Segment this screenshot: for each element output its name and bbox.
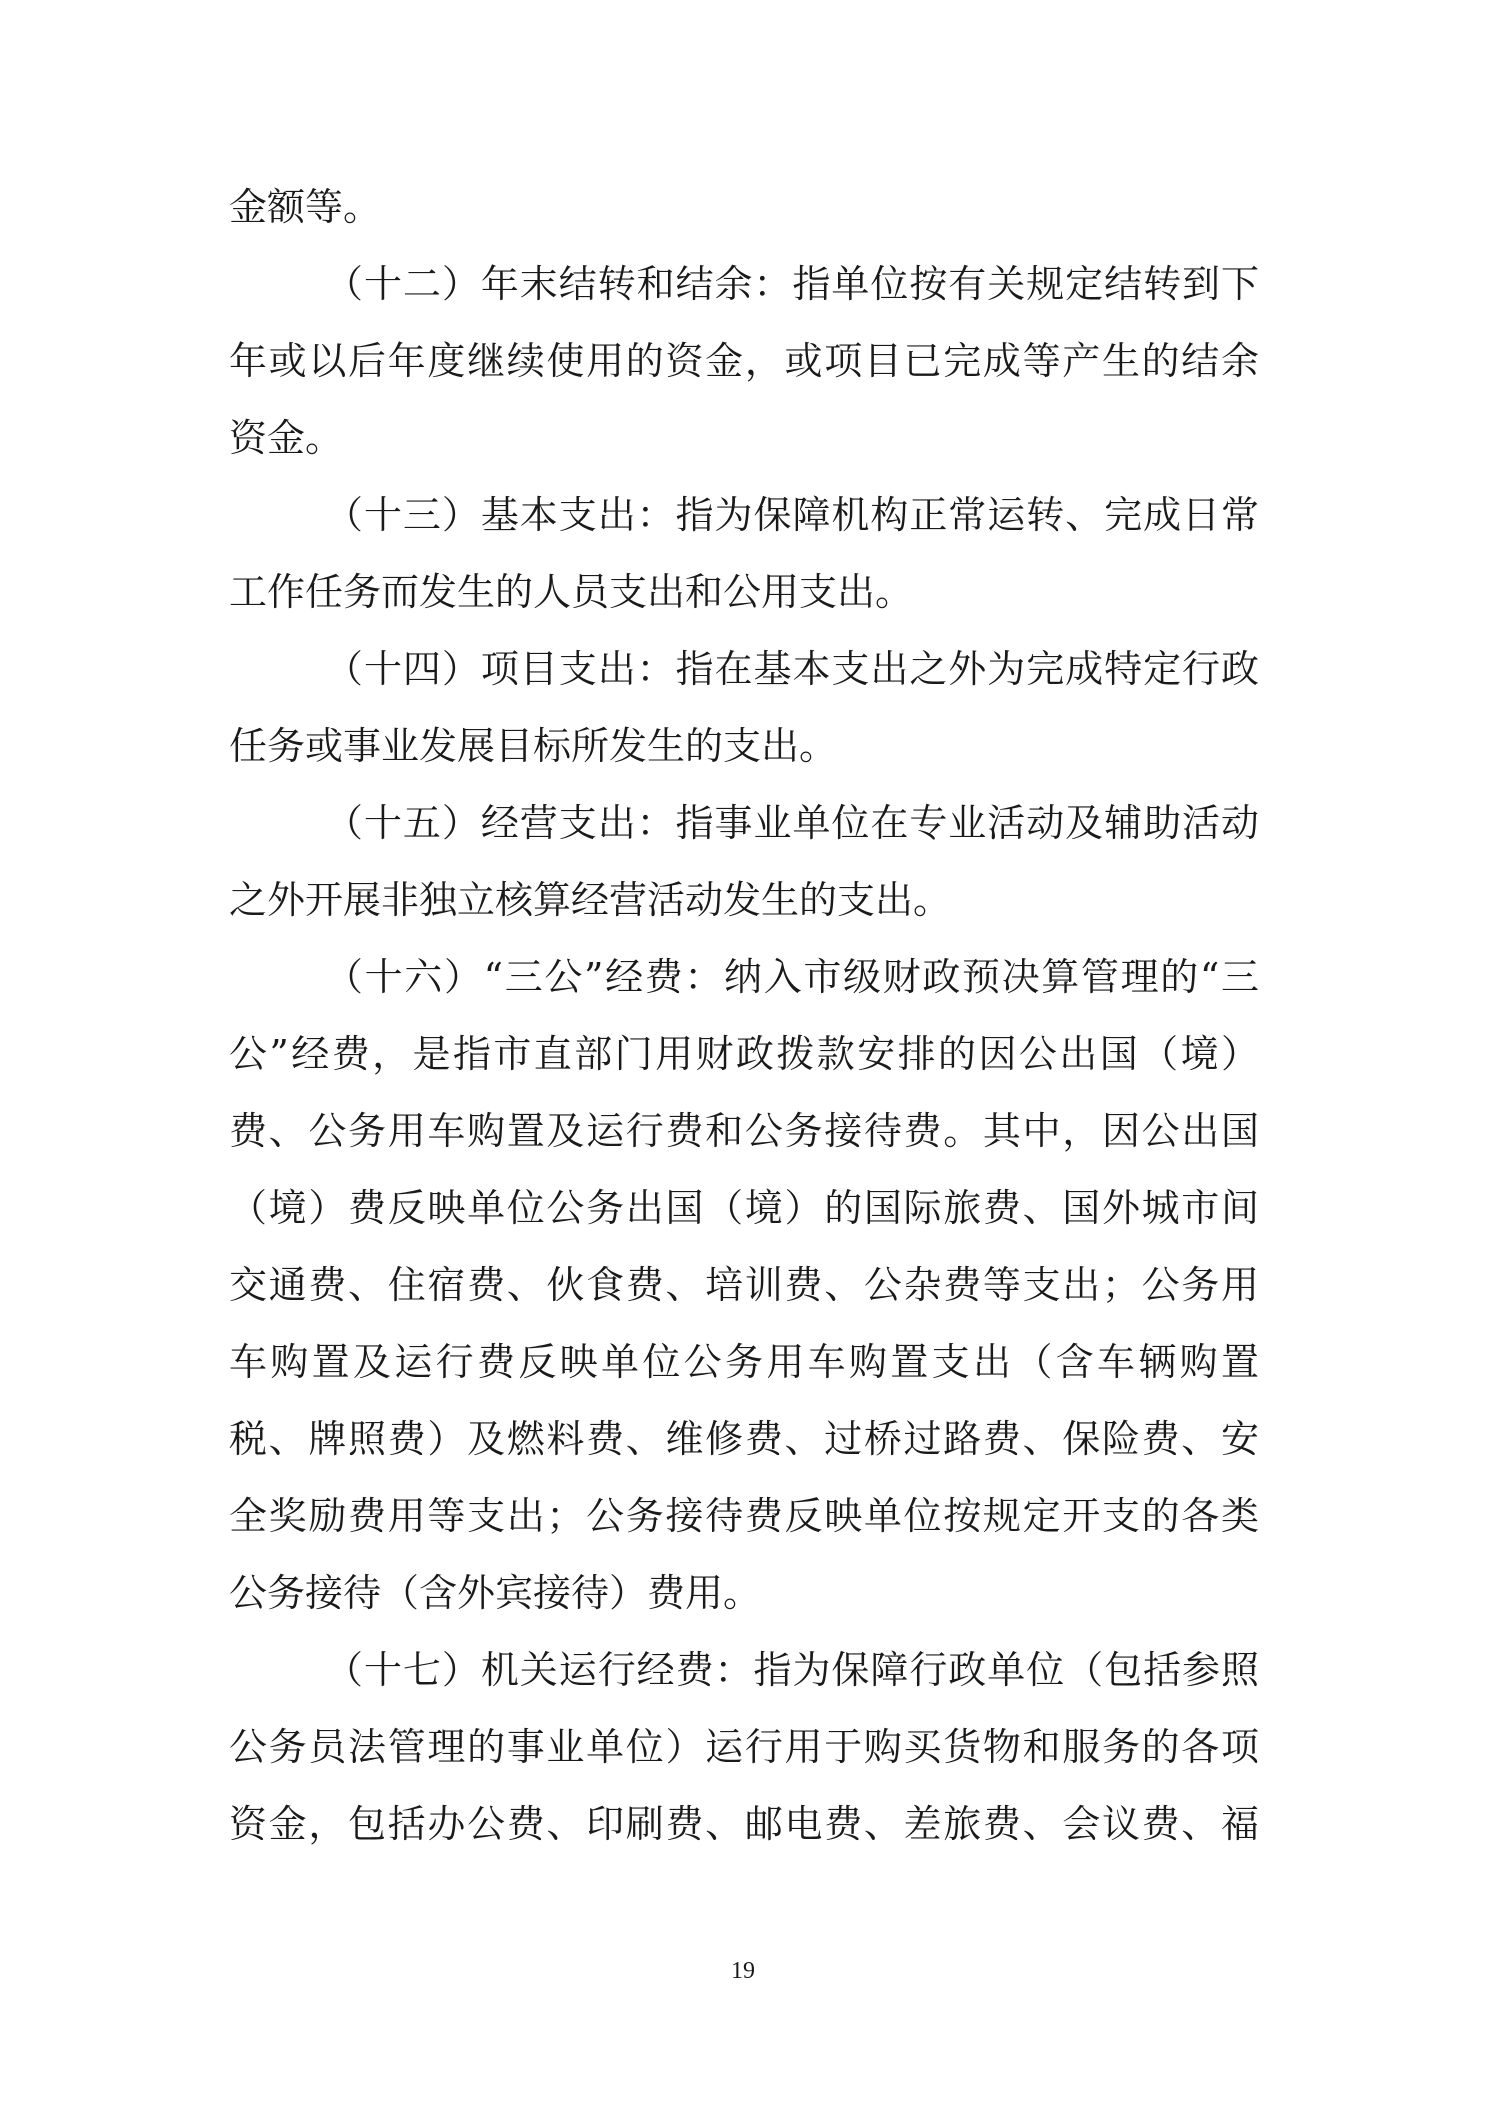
- text-line: （境）费反映单位公务出国（境）的国际旅费、国外城市间: [229, 1186, 1259, 1230]
- text-line: 车购置及运行费反映单位公务用车购置支出（含车辆购置: [229, 1340, 1259, 1384]
- text-line: 公”经费，是指市直部门用财政拨款安排的因公出国（境）: [229, 1032, 1259, 1076]
- text-line: （十七）机关运行经费：指为保障行政单位（包括参照: [325, 1648, 1259, 1692]
- text-line: 资金。: [229, 416, 344, 460]
- text-line: （十四）项目支出：指在基本支出之外为完成特定行政: [325, 647, 1259, 691]
- text-line: （十五）经营支出：指事业单位在专业活动及辅助活动: [325, 801, 1259, 845]
- text-line: 工作任务而发生的人员支出和公用支出。: [229, 570, 914, 614]
- text-line: 金额等。: [229, 185, 382, 229]
- text-line: 年或以后年度继续使用的资金，或项目已完成等产生的结余: [229, 339, 1259, 383]
- text-line: （十六）“三公”经费：纳入市级财政预决算管理的“三: [325, 955, 1259, 999]
- text-line: （十二）年末结转和结余：指单位按有关规定结转到下: [325, 262, 1259, 306]
- text-line: （十三）基本支出：指为保障机构正常运转、完成日常: [325, 493, 1259, 537]
- text-line: 公务员法管理的事业单位）运行用于购买货物和服务的各项: [229, 1725, 1259, 1769]
- text-line: 税、牌照费）及燃料费、维修费、过桥过路费、保险费、安: [229, 1417, 1259, 1461]
- text-line: 任务或事业发展目标所发生的支出。: [229, 724, 838, 768]
- text-line: 公务接待（含外宾接待）费用。: [229, 1571, 762, 1615]
- text-line: 交通费、住宿费、伙食费、培训费、公杂费等支出；公务用: [229, 1263, 1259, 1307]
- page-number: 19: [731, 1958, 755, 1984]
- text-line: 之外开展非独立核算经营活动发生的支出。: [229, 878, 952, 922]
- text-line: 全奖励费用等支出；公务接待费反映单位按规定开支的各类: [229, 1494, 1259, 1538]
- text-line: 费、公务用车购置及运行费和公务接待费。其中，因公出国: [229, 1109, 1259, 1153]
- text-line: 资金，包括办公费、印刷费、邮电费、差旅费、会议费、福: [229, 1802, 1259, 1846]
